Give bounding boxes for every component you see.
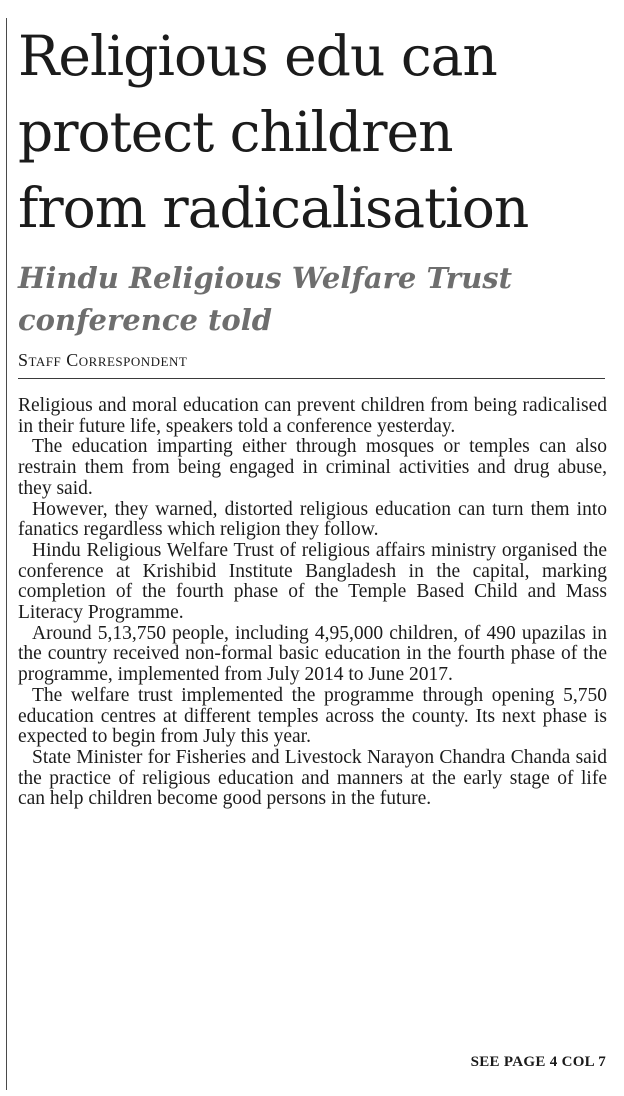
paragraph-6: The welfare trust implemented the programme through opening 5,750 education centres at different temples across the county. Its next phase is expected to begin from July this year.	[18, 684, 607, 748]
paragraph-4: Hindu Religious Welfare Trust of religious affairs ministry organised the conference at Krishibid Institute Bangladesh in the capital, marking completion of the fourth phase of the Temple Based Child and Mass Literacy Programme.	[18, 539, 607, 624]
paragraph-2: The education imparting either through mosques or temples can also restrain them from being engaged in criminal activities and drug abuse, they said.	[18, 436, 607, 499]
headline-line-2: protect children	[18, 100, 453, 164]
paragraph-5: Around 5,13,750 people, including 4,95,000 children, of 490 upazilas in the country received non-formal basic education in the fourth phase of the programme, implemented from July 2014 to June 2017.	[18, 622, 607, 686]
byline: Staff Correspondent	[18, 350, 188, 370]
byline-divider	[18, 378, 605, 379]
paragraph-7: State Minister for Fisheries and Livestock Narayon Chandra Chanda said the practice of religious education and manners at the early stage of life can help children become good persons in the future.	[18, 746, 607, 810]
paragraph-3: However, they warned, distorted religious education can turn them into fanatics regardless which religion they follow.	[18, 498, 607, 541]
subheadline-line-2: conference told	[18, 303, 273, 337]
continued-on-page-label: SEE PAGE 4 COL 7	[470, 1054, 606, 1070]
article-body	[18, 396, 607, 810]
headline	[18, 18, 618, 246]
subheadline-line-1: Hindu Religious Welfare Trust	[18, 261, 513, 295]
column-rule	[6, 18, 7, 1090]
paragraph-1: Religious and moral education can prevent children from being radicalised in their future life, speakers told a conference yesterday.	[18, 395, 607, 437]
headline-line-1: Religious edu can	[18, 24, 497, 88]
subheadline	[18, 257, 618, 341]
headline-line-3: from radicalisation	[18, 176, 529, 240]
